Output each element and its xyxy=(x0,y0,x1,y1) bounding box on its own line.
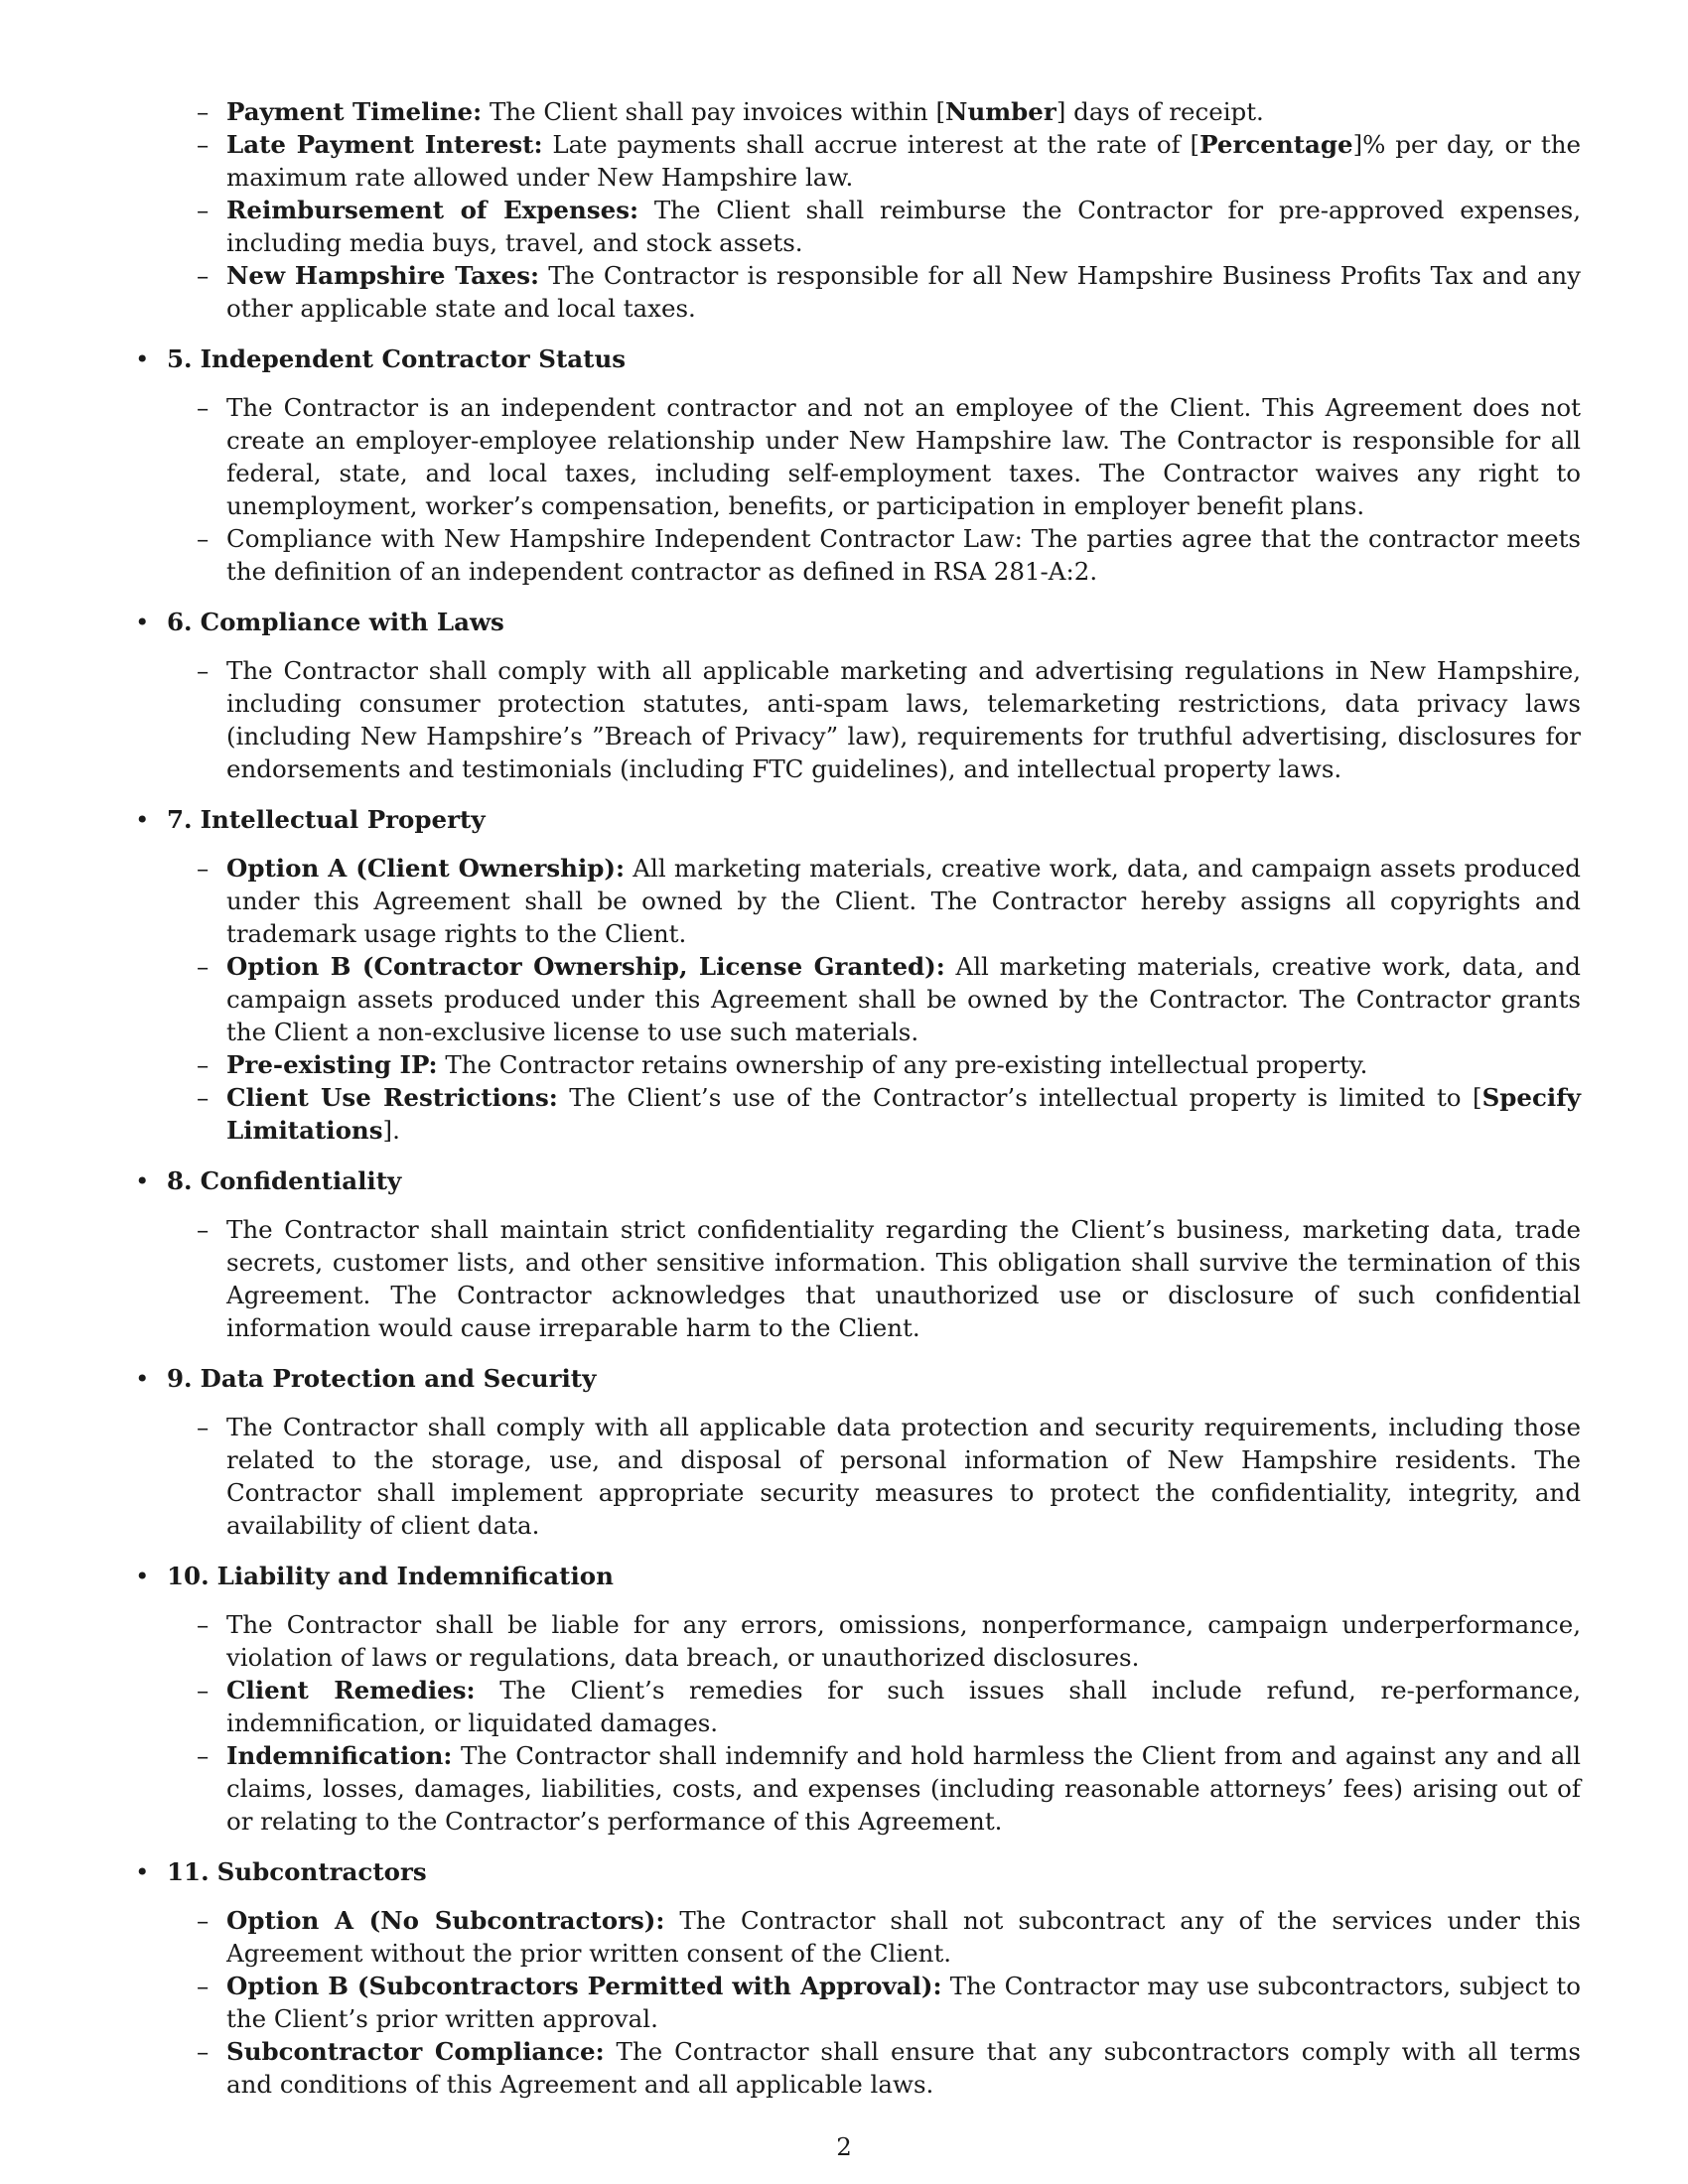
placeholder-field: Specify Limitations xyxy=(226,1083,1581,1145)
list-item xyxy=(197,1048,1581,1081)
bullet-marker: • xyxy=(135,805,150,834)
item-text: The Client shall pay invoices within [ xyxy=(482,97,946,126)
section-title: Subcontractors xyxy=(216,1857,427,1886)
section-title: Liability and Indemnification xyxy=(216,1562,614,1590)
section-title: Independent Contractor Status xyxy=(200,344,627,373)
item-text: The Client shall reimburse the Contractor for pre-approved expenses, including media buys, travel, and stock assets. xyxy=(226,196,1581,257)
payment-terms-continuation xyxy=(197,95,1581,325)
section-title: Confidentiality xyxy=(200,1166,402,1195)
section-number: 6. xyxy=(167,608,193,636)
section-heading xyxy=(131,606,1581,638)
item-label: Option A (No Subcontractors): xyxy=(226,1906,665,1935)
item-label: Client Remedies: xyxy=(226,1676,476,1705)
dash-marker: – xyxy=(197,952,210,981)
item-label: Late Payment Interest: xyxy=(226,130,543,159)
section-heading xyxy=(131,1362,1581,1395)
item-label: Reimbursement of Expenses: xyxy=(226,196,639,224)
item-text: The Contractor shall indemnify and hold harmless the Client from and against any and all claims, losses, damages, liabilities, costs, and expenses (including reasonable attorneys’ fees) arising out of or relating to the Contractor’s performance of this Agreement. xyxy=(226,1741,1581,1836)
list-item xyxy=(197,1081,1581,1147)
list-item xyxy=(197,1739,1581,1838)
dash-marker: – xyxy=(197,1610,210,1639)
bullet-marker: • xyxy=(135,1562,150,1590)
list-item xyxy=(197,1674,1581,1739)
dash-marker: – xyxy=(197,97,210,126)
list-item xyxy=(197,259,1581,325)
list-item xyxy=(197,654,1581,785)
dash-marker: – xyxy=(197,130,210,159)
list-item xyxy=(197,194,1581,259)
list-item xyxy=(197,1213,1581,1344)
list-item xyxy=(197,1411,1581,1542)
item-text: The Client’s remedies for such issues shall include refund, re-performance, indemnification, or liquidated damages. xyxy=(226,1676,1581,1737)
sections-container xyxy=(131,342,1581,2101)
dash-marker: – xyxy=(197,656,210,685)
item-text: The Contractor is an independent contractor and not an employee of the Client. This Agreement does not create an employer-employee relationship under New Hampshire law. The Contractor is responsible for all federal, state, and local taxes, including self-employment taxes. The Contractor waives any right to unemployment, worker’s compensation, benefits, or participation in employer benefit plans. xyxy=(226,393,1581,520)
bullet-marker: • xyxy=(135,1364,150,1393)
dash-marker: – xyxy=(197,2037,210,2066)
list-item xyxy=(197,95,1581,128)
page-number: 2 xyxy=(836,2132,852,2161)
section-items xyxy=(197,1904,1581,2101)
section-number: 9. xyxy=(167,1364,193,1393)
section-6 xyxy=(131,606,1581,785)
dash-marker: – xyxy=(197,1741,210,1770)
section-title: Compliance with Laws xyxy=(200,608,504,636)
item-text: All marketing materials, creative work, data, and campaign assets produced under this Agreement shall be owned by the Contractor. The Contractor grants the Client a non-exclusive license to use such materials. xyxy=(226,952,1581,1046)
section-title: Intellectual Property xyxy=(200,805,486,834)
section-number: 7. xyxy=(167,805,193,834)
item-label: Option B (Contractor Ownership, License Granted): xyxy=(226,952,945,981)
dash-marker: – xyxy=(197,1083,210,1112)
list-item xyxy=(197,1904,1581,1970)
dash-marker: – xyxy=(197,1972,210,2000)
dash-marker: – xyxy=(197,1906,210,1935)
item-label: Subcontractor Compliance: xyxy=(226,2037,605,2066)
section-items xyxy=(197,852,1581,1147)
dash-marker: – xyxy=(197,196,210,224)
item-text: The Contractor shall comply with all applicable data protection and security requirements, including those related to the storage, use, and disposal of personal information of New Hampshire residents. The Contractor shall implement appropriate security measures to protect the confidentiality, integrity, and availability of client data. xyxy=(226,1413,1581,1540)
document-body xyxy=(131,95,1581,2101)
section-items xyxy=(197,1411,1581,1542)
item-text: The Contractor shall not subcontract any of the services under this Agreement without the prior written consent of the Client. xyxy=(226,1906,1581,1968)
item-label: Payment Timeline: xyxy=(226,97,483,126)
item-text: The Contractor shall be liable for any errors, omissions, nonperformance, campaign underperformance, violation of laws or regulations, data breach, or unauthorized disclosures. xyxy=(226,1610,1581,1672)
bullet-marker: • xyxy=(135,608,150,636)
dash-marker: – xyxy=(197,1676,210,1705)
item-label: New Hampshire Taxes: xyxy=(226,261,540,290)
item-text-after: ]. xyxy=(382,1116,400,1145)
dash-marker: – xyxy=(197,1215,210,1244)
bullet-marker: • xyxy=(135,1166,150,1195)
section-items xyxy=(197,1608,1581,1838)
section-heading xyxy=(131,1560,1581,1592)
item-label: Client Use Restrictions: xyxy=(226,1083,558,1112)
item-text: The Contractor is responsible for all New Hampshire Business Profits Tax and any other applicable state and local taxes. xyxy=(226,261,1581,323)
dash-marker: – xyxy=(197,1050,210,1079)
item-text: The Contractor retains ownership of any pre-existing intellectual property. xyxy=(437,1050,1368,1079)
list-item xyxy=(197,2035,1581,2101)
placeholder-field: Number xyxy=(945,97,1056,126)
section-number: 11. xyxy=(167,1857,210,1886)
section-11 xyxy=(131,1855,1581,2101)
section-number: 8. xyxy=(167,1166,193,1195)
section-title: Data Protection and Security xyxy=(200,1364,597,1393)
list-item xyxy=(197,1970,1581,2035)
list-item xyxy=(197,128,1581,194)
list-item xyxy=(197,522,1581,588)
item-text-after: ] days of receipt. xyxy=(1055,97,1264,126)
section-9 xyxy=(131,1362,1581,1542)
bullet-marker: • xyxy=(135,1857,150,1886)
item-label: Option B (Subcontractors Permitted with Approval): xyxy=(226,1972,942,2000)
dash-marker: – xyxy=(197,1413,210,1441)
item-text: Late payments shall accrue interest at the rate of [ xyxy=(542,130,1200,159)
list-item xyxy=(197,1608,1581,1674)
item-text: The Client’s use of the Contractor’s intellectual property is limited to [ xyxy=(557,1083,1482,1112)
item-text: The Contractor shall comply with all applicable marketing and advertising regulations in New Hampshire, including consumer protection statutes, anti-spam laws, telemarketing restrictions, data privacy laws (including New Hampshire’s ”Breach of Privacy” law), requirements for truthful advertising, disclosures for endorsements and testimonials (including FTC guidelines), and intellectual property laws. xyxy=(226,656,1581,783)
section-5 xyxy=(131,342,1581,588)
dash-marker: – xyxy=(197,524,210,553)
list-item xyxy=(197,950,1581,1048)
section-number: 5. xyxy=(167,344,193,373)
item-text: All marketing materials, creative work, data, and campaign assets produced under this Agreement shall be owned by the Client. The Contractor hereby assigns all copyrights and trademark usage rights to the Client. xyxy=(226,854,1581,948)
item-text: Compliance with New Hampshire Independent Contractor Law: The parties agree that the contractor meets the definition of an independent contractor as defined in RSA 281-A:2. xyxy=(226,524,1581,586)
section-10 xyxy=(131,1560,1581,1838)
section-8 xyxy=(131,1164,1581,1344)
item-label: Option A (Client Ownership): xyxy=(226,854,626,883)
list-item xyxy=(197,852,1581,950)
item-label: Indemnification: xyxy=(226,1741,453,1770)
item-text: The Contractor shall maintain strict confidentiality regarding the Client’s business, marketing data, trade secrets, customer lists, and other sensitive information. This obligation shall survive the termination of this Agreement. The Contractor acknowledges that unauthorized use or disclosure of such confidential information would cause irreparable harm to the Client. xyxy=(226,1215,1581,1342)
list-item xyxy=(197,391,1581,522)
section-items xyxy=(197,1213,1581,1344)
section-heading xyxy=(131,1164,1581,1197)
section-heading xyxy=(131,342,1581,375)
section-heading xyxy=(131,1855,1581,1888)
dash-marker: – xyxy=(197,393,210,422)
placeholder-field: Percentage xyxy=(1199,130,1353,159)
item-text: The Contractor may use subcontractors, subject to the Client’s prior written approval. xyxy=(226,1972,1581,2033)
section-heading xyxy=(131,803,1581,836)
dash-marker: – xyxy=(197,261,210,290)
section-7 xyxy=(131,803,1581,1147)
section-items xyxy=(197,391,1581,588)
item-text: The Contractor shall ensure that any subcontractors comply with all terms and conditions of this Agreement and all applicable laws. xyxy=(226,2037,1581,2099)
section-items xyxy=(197,654,1581,785)
section-number: 10. xyxy=(167,1562,210,1590)
dash-marker: – xyxy=(197,854,210,883)
bullet-marker: • xyxy=(135,344,150,373)
item-text-after: ]% per day, or the maximum rate allowed under New Hampshire law. xyxy=(226,130,1581,192)
item-label: Pre-existing IP: xyxy=(226,1050,438,1079)
